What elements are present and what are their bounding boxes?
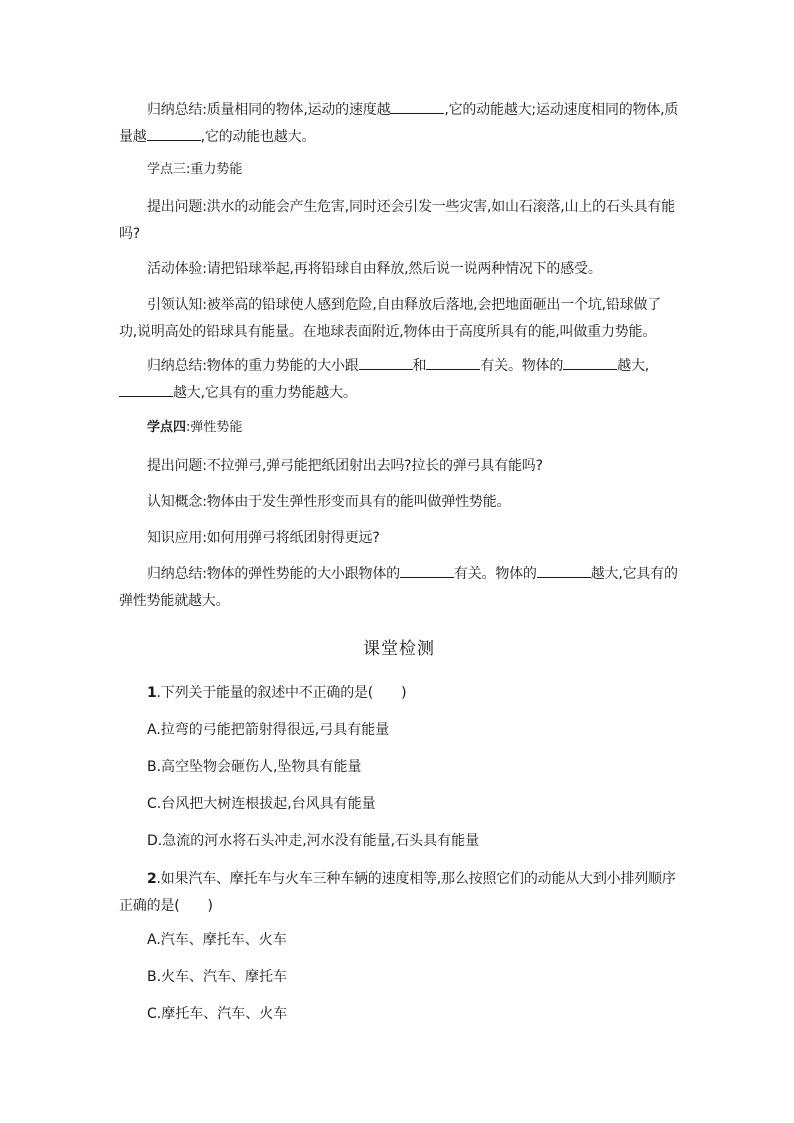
question-close-paren: ) bbox=[401, 685, 407, 701]
summary-kinetic-part-b: ,它的动能越大;运动速度相同的物体,质量越 bbox=[119, 102, 679, 145]
question-elastic: 提出问题:不拉弹弓,弹弓能把纸团射出去吗?拉长的弹弓具有能吗? bbox=[147, 458, 543, 474]
summary-gravitational bbox=[119, 353, 679, 407]
concept-elastic: 认知概念:物体由于发生弹性形变而具有的能叫做弹性势能。 bbox=[147, 494, 511, 510]
question-2 bbox=[119, 866, 679, 920]
summary-elastic bbox=[119, 561, 679, 615]
option-item[interactable]: C.摩托车、汽车、火车 bbox=[147, 1006, 288, 1022]
option-item[interactable]: D.急流的河水将石头冲走,河水没有能量,石头具有能量 bbox=[147, 833, 480, 849]
heading-label: 学点三 bbox=[147, 162, 187, 177]
summary-kinetic-part-c: ,它的动能也越大。 bbox=[200, 129, 316, 145]
answer-blank[interactable] bbox=[359, 354, 413, 370]
section-heading-elastic bbox=[119, 418, 679, 438]
option-item[interactable]: A.汽车、摩托车、火车 bbox=[147, 932, 287, 948]
section-heading-gravitational bbox=[119, 160, 679, 180]
question-text: .下列关于能量的叙述中不正确的是( bbox=[156, 685, 374, 701]
summary-kinetic-part-a: 归纳总结:质量相同的物体,运动的速度越 bbox=[147, 102, 391, 118]
summary-gravitational-part-e: 越大,它具有的重力势能越大。 bbox=[173, 385, 357, 401]
heading-title: :重力势能 bbox=[186, 162, 243, 177]
activity-experience: 活动体验:请把铅球举起,再将铅球自由释放,然后说一说两种情况下的感受。 bbox=[147, 261, 602, 277]
answer-blank[interactable] bbox=[390, 98, 444, 114]
option-item[interactable]: A.拉弯的弓能把箭射得很远,弓具有能量 bbox=[147, 722, 390, 738]
question-number: 2 bbox=[147, 871, 157, 887]
summary-gravitational-part-a: 归纳总结:物体的重力势能的大小跟 bbox=[147, 358, 359, 374]
heading-label: 学点四 bbox=[147, 420, 187, 435]
answer-blank[interactable] bbox=[563, 354, 617, 370]
summary-elastic-part-b: 有关。物体的 bbox=[453, 566, 537, 582]
question-number: 1 bbox=[147, 685, 157, 701]
knowledge-application: 知识应用:如何用弹弓将纸团射得更远? bbox=[147, 530, 380, 546]
summary-elastic-part-c: 越大,它具有的弹性势能就越大。 bbox=[119, 566, 678, 609]
option-item[interactable]: B.火车、汽车、摩托车 bbox=[147, 969, 288, 985]
section-title-class-test: 课堂检测 bbox=[363, 639, 435, 659]
question-close-paren: ) bbox=[207, 898, 213, 914]
question-1 bbox=[119, 680, 679, 707]
summary-gravitational-part-d: 越大, bbox=[617, 358, 650, 374]
summary-gravitational-part-b: 和 bbox=[412, 358, 427, 374]
guided-cognition: 引领认知:被举高的铅球使人感到危险,自由释放后落地,会把地面砸出一个坑,铅球做了功,说明高处的铅球具有能量。在地球表面附近,物体由于高度所具有的能,叫做重力势能。 bbox=[119, 297, 662, 340]
summary-gravitational-part-c: 有关。物体的 bbox=[480, 358, 564, 374]
answer-blank[interactable] bbox=[537, 562, 591, 578]
answer-blank[interactable] bbox=[119, 381, 173, 397]
summary-kinetic bbox=[119, 97, 679, 151]
answer-blank[interactable] bbox=[400, 562, 454, 578]
option-item[interactable]: C.台风把大树连根拔起,台风具有能量 bbox=[147, 796, 376, 812]
heading-title: :弹性势能 bbox=[186, 420, 243, 435]
summary-elastic-part-a: 归纳总结:物体的弹性势能的大小跟物体的 bbox=[147, 566, 400, 582]
question-text: .如果汽车、摩托车与火车三种车辆的速度相等,那么按照它们的动能从大到小排列顺序正确的是( bbox=[119, 871, 676, 914]
option-item[interactable]: B.高空坠物会砸伤人,坠物具有能量 bbox=[147, 759, 362, 775]
answer-blank[interactable] bbox=[147, 125, 201, 141]
answer-blank[interactable] bbox=[426, 354, 480, 370]
question-gravitational: 提出问题:洪水的动能会产生危害,同时还会引发一些灾害,如山石滚落,山上的石头具有能吗? bbox=[119, 199, 675, 242]
